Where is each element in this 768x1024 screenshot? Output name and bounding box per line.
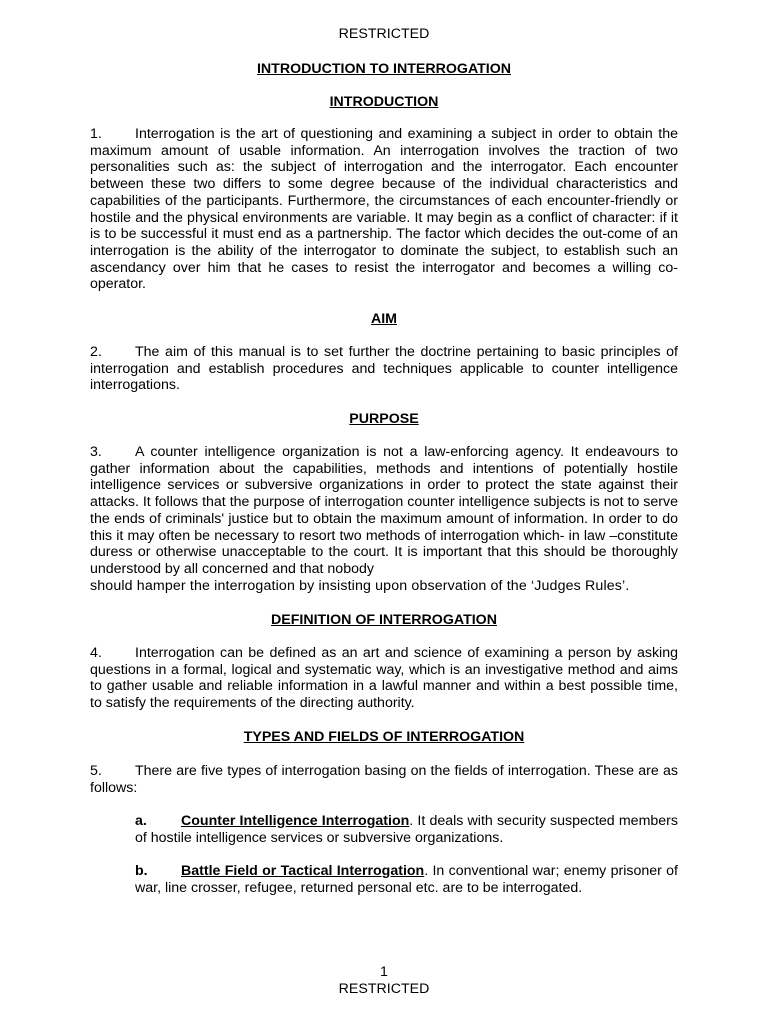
paragraph-1 (90, 126, 678, 293)
paragraph-text: The aim of this manual is to set further the doctrine pertaining to basic principles of interrogation and establish procedures and techniques applicable to counter intelligence interrogations. (90, 344, 678, 394)
subitem-text: . In conventional war; enemy prisoner of war, line crosser, refugee, returned personal etc. are to be interrogated. (135, 863, 678, 896)
paragraph-text: There are five types of interrogation basing on the fields of interrogation. These are as follows: (90, 763, 678, 796)
paragraph-2 (90, 344, 678, 394)
heading-aim: AIM (370, 311, 397, 327)
paragraph-text: Interrogation is the art of questioning and examining a subject in order to obtain the maximum amount of usable information. An interrogation involves the traction of two personalities such as: the subject of interrogation and the interrogator. Each encounter between these two differs to some degree because of the individual characteristics and capabilities of the participants. Furthermore, the circumstances of each encounter-friendly or hostile and the physical environments are variable. It may begin as a conflict of character: if it is to be successful it must end as a partnership. The factor which decides the out-come of an interrogation is the ability of the interrogator to dominate the subject, to establish such an ascendancy over him that he cases to resist the interrogator and becomes a willing co-operator. (90, 126, 678, 293)
paragraph-number: 5. (90, 763, 102, 779)
subitem-a (135, 813, 678, 846)
paragraph-3 (90, 444, 678, 578)
heading-definition: DEFINITION OF INTERROGATION (271, 612, 497, 628)
paragraph-text: A counter intelligence organization is not a law-enforcing agency. It endeavours to gather information about the capabilities, methods and intentions of potentially hostile intelligence services or subversive organizations in order to protect the state against their attacks. It follows that the purpose of interrogation counter intelligence subjects is not to serve the ends of criminals' justice but to obtain the maximum amount of information. In order to do this it may often be necessary to resort two methods of interrogation which- in law –constitute duress or otherwise unacceptable to the court. It is important that this should be thoroughly understood by all concerned and that nobody (90, 444, 678, 577)
paragraph-text: Interrogation can be defined as an art and science of examining a person by asking questions in a formal, logical and systematic way, which is an investigative method and aims to gather usable and reliable information in a lawful manner and within a best possible time, to satisfy the requirements of the directing authority. (90, 645, 678, 712)
subitem-letter: a. (135, 813, 147, 829)
subitem-title: Counter Intelligence Interrogation (181, 813, 410, 829)
heading-purpose: PURPOSE (349, 411, 419, 427)
paragraph-number: 2. (90, 344, 102, 360)
subitem-text: . It deals with security suspected members of hostile intelligence services or subversive organizations. (135, 813, 678, 846)
heading-introduction: INTRODUCTION (329, 94, 439, 110)
paragraph-3-last-line: should hamper the interrogation by insisting upon observation of the ‘Judges Rules’. (90, 578, 630, 594)
page-number: 1 (380, 964, 388, 980)
paragraph-number: 4. (90, 645, 102, 661)
paragraph-number: 1. (90, 126, 102, 142)
classification-footer: RESTRICTED (338, 981, 430, 997)
subitem-title: Battle Field or Tactical Interrogation (181, 863, 425, 879)
heading-types: TYPES AND FIELDS OF INTERROGATION (243, 729, 525, 745)
paragraph-number: 3. (90, 444, 102, 460)
classification-header: RESTRICTED (338, 26, 430, 42)
subitem-b (135, 863, 678, 896)
subitem-letter: b. (135, 863, 148, 879)
paragraph-5 (90, 763, 678, 796)
paragraph-4 (90, 645, 678, 712)
document-title: INTRODUCTION TO INTERROGATION (256, 61, 512, 77)
